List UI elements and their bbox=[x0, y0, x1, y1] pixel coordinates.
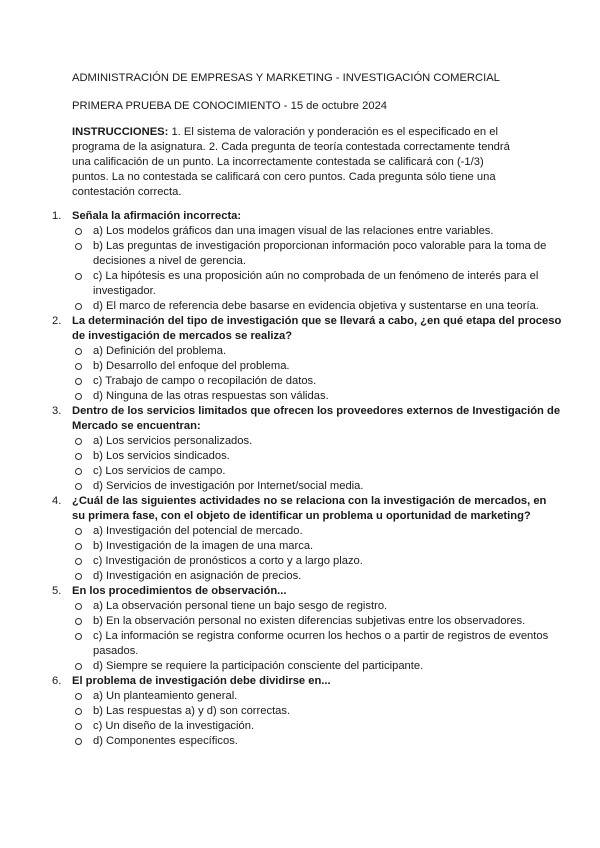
answer-option-text: d) Investigación en asignación de precios. bbox=[93, 570, 302, 582]
circle-bullet-icon bbox=[75, 663, 82, 670]
circle-bullet-icon bbox=[75, 708, 82, 715]
circle-bullet-icon bbox=[75, 273, 82, 280]
circle-bullet-icon bbox=[75, 723, 82, 730]
instructions-paragraph bbox=[72, 125, 512, 200]
answer-option bbox=[93, 374, 558, 389]
circle-bullet-icon bbox=[75, 558, 82, 565]
instructions-text: 1. El sistema de valoración y ponderación es el especificado en el programa de la asignatura. 2. Cada pregunta de teoría contestada correctamente tendrá una calificación de un punto. La incorrectamente contestada se calificará con (-1/3) puntos. La no contestada se calificará con cero puntos. Cada pregunta sólo tiene una contestación correcta. bbox=[72, 126, 510, 198]
question-item bbox=[0, 314, 600, 404]
question-number: 6. bbox=[52, 675, 62, 687]
circle-bullet-icon bbox=[75, 243, 82, 250]
answer-option bbox=[93, 659, 558, 674]
circle-bullet-icon bbox=[75, 378, 82, 385]
circle-bullet-icon bbox=[75, 393, 82, 400]
answer-option bbox=[93, 704, 558, 719]
answer-option-text: b) Los servicios sindicados. bbox=[93, 450, 230, 462]
answer-option-text: c) La información se registra conforme ocurren los hechos o a partir de registros de eventos pasados. bbox=[93, 630, 549, 657]
answer-option-text: b) Las respuestas a) y d) son correctas. bbox=[93, 705, 291, 717]
circle-bullet-icon bbox=[75, 738, 82, 745]
circle-bullet-icon bbox=[75, 468, 82, 475]
question-number: 4. bbox=[52, 495, 62, 507]
question-text: ¿Cuál de las siguientes actividades no se relaciona con la investigación de mercados, en su primera fase, con el objeto de identificar un problema u oportunidad de marketing? bbox=[72, 495, 547, 522]
question-text: El problema de investigación debe dividirse en... bbox=[72, 675, 331, 687]
answer-option bbox=[93, 569, 558, 584]
answer-option bbox=[93, 539, 558, 554]
answer-option bbox=[93, 344, 558, 359]
answer-option-text: d) Siempre se requiere la participación consciente del participante. bbox=[93, 660, 424, 672]
answer-option-text: b) Las preguntas de investigación proporcionan información poco valorable para la toma de decisiones a nivel de gerencia. bbox=[93, 240, 547, 267]
circle-bullet-icon bbox=[75, 603, 82, 610]
answer-option bbox=[93, 224, 558, 239]
answer-option-text: c) Trabajo de campo o recopilación de datos. bbox=[93, 375, 317, 387]
answer-option-text: a) Los servicios personalizados. bbox=[93, 435, 253, 447]
answer-option bbox=[93, 554, 558, 569]
answer-option bbox=[93, 449, 558, 464]
answer-option-text: a) Investigación del potencial de mercado. bbox=[93, 525, 303, 537]
circle-bullet-icon bbox=[75, 363, 82, 370]
circle-bullet-icon bbox=[75, 483, 82, 490]
question-item bbox=[0, 674, 600, 749]
circle-bullet-icon bbox=[75, 543, 82, 550]
answer-option bbox=[93, 239, 558, 269]
answer-option bbox=[93, 479, 558, 494]
question-text: Dentro de los servicios limitados que ofrecen los proveedores externos de Investigación de Mercado se encuentran: bbox=[72, 405, 561, 432]
answer-option-text: d) Ninguna de las otras respuestas son válidas. bbox=[93, 390, 329, 402]
answer-option bbox=[93, 359, 558, 374]
question-item bbox=[0, 209, 600, 314]
answer-option bbox=[93, 614, 558, 629]
answer-option-text: d) Componentes específicos. bbox=[93, 735, 238, 747]
answer-option bbox=[93, 629, 558, 659]
answer-option bbox=[93, 689, 558, 704]
answer-option bbox=[93, 464, 558, 479]
answer-option-text: b) Investigación de la imagen de una marca. bbox=[93, 540, 314, 552]
document-subtitle: PRIMERA PRUEBA DE CONOCIMIENTO - 15 de octubre 2024 bbox=[72, 100, 388, 112]
answer-option bbox=[93, 524, 558, 539]
question-number: 1. bbox=[52, 210, 62, 222]
question-text: En los procedimientos de observación... bbox=[72, 585, 287, 597]
answer-option-text: c) Un diseño de la investigación. bbox=[93, 720, 255, 732]
answer-option-text: b) Desarrollo del enfoque del problema. bbox=[93, 360, 290, 372]
circle-bullet-icon bbox=[75, 228, 82, 235]
circle-bullet-icon bbox=[75, 303, 82, 310]
answer-option bbox=[93, 734, 558, 749]
answer-option-text: d) Servicios de investigación por Internet/social media. bbox=[93, 480, 364, 492]
answer-option bbox=[93, 599, 558, 614]
circle-bullet-icon bbox=[75, 528, 82, 535]
answer-option bbox=[93, 719, 558, 734]
answer-option bbox=[93, 269, 558, 299]
instructions-label: INSTRUCCIONES: bbox=[72, 126, 169, 138]
answer-option-text: c) La hipótesis es una proposición aún no comprobada de un fenómeno de interés para el investigador. bbox=[93, 270, 539, 297]
question-text: La determinación del tipo de investigación que se llevará a cabo, ¿en qué etapa del proceso de investigación de mercados se realiza? bbox=[72, 315, 562, 342]
circle-bullet-icon bbox=[75, 693, 82, 700]
answer-option bbox=[93, 434, 558, 449]
question-item bbox=[0, 404, 600, 494]
circle-bullet-icon bbox=[75, 573, 82, 580]
answer-option-text: b) En la observación personal no existen diferencias subjetivas entre los observadores. bbox=[93, 615, 526, 627]
question-number: 5. bbox=[52, 585, 62, 597]
answer-option-text: a) La observación personal tiene un bajo sesgo de registro. bbox=[93, 600, 388, 612]
question-list bbox=[0, 209, 600, 749]
answer-option-text: a) Los modelos gráficos dan una imagen visual de las relaciones entre variables. bbox=[93, 225, 494, 237]
answer-option-text: a) Definición del problema. bbox=[93, 345, 227, 357]
circle-bullet-icon bbox=[75, 348, 82, 355]
circle-bullet-icon bbox=[75, 618, 82, 625]
question-number: 2. bbox=[52, 315, 62, 327]
question-item bbox=[0, 584, 600, 674]
answer-option-text: c) Investigación de pronósticos a corto y a largo plazo. bbox=[93, 555, 363, 567]
question-item bbox=[0, 494, 600, 584]
answer-option bbox=[93, 389, 558, 404]
question-number: 3. bbox=[52, 405, 62, 417]
answer-option-text: c) Los servicios de campo. bbox=[93, 465, 226, 477]
answer-option-text: d) El marco de referencia debe basarse en evidencia objetiva y sustentarse en una teoría. bbox=[93, 300, 539, 312]
circle-bullet-icon bbox=[75, 438, 82, 445]
answer-option bbox=[93, 299, 558, 314]
answer-option-text: a) Un planteamiento general. bbox=[93, 690, 238, 702]
document-title: ADMINISTRACIÓN DE EMPRESAS Y MARKETING - INVESTIGACIÓN COMERCIAL bbox=[72, 72, 500, 84]
circle-bullet-icon bbox=[75, 453, 82, 460]
question-text: Señala la afirmación incorrecta: bbox=[72, 210, 242, 222]
circle-bullet-icon bbox=[75, 633, 82, 640]
